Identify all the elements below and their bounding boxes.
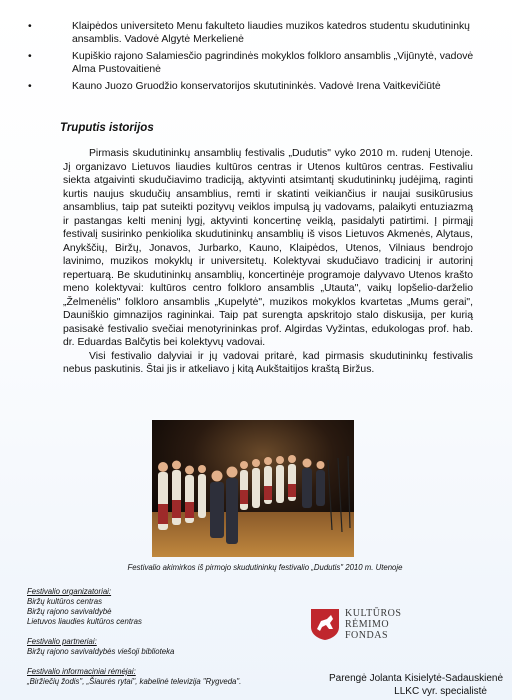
media-sponsors-heading: Festivalio informaciniai rėmėjai: — [27, 667, 136, 676]
logo-word: RĖMIMO — [345, 619, 390, 630]
list-item — [28, 80, 478, 93]
bullet-icon: • — [28, 21, 32, 32]
photo-caption: Festivalio akimirkos iš pirmojo skudutininkų festivalio „Dudutis" 2010 m. Utenoje — [127, 563, 403, 572]
partner-item: Biržų rajono savivaldybės viešoji biblioteka — [27, 647, 175, 656]
organizer-item: Lietuvos liaudies kultūros centras — [27, 617, 142, 626]
list-item-text: Kauno Juozo Gruodžio konservatorijos skututininkės. Vadovė Irena Vaitkevičiūtė — [72, 80, 441, 92]
kulturos-remimo-fondas-logo — [309, 603, 409, 643]
paragraph: Visi festivalio dalyviai ir jų vadovai pritarė, kad pirmasis skudutininkų festivalis nebus paskutinis. Štai jis ir atkeliavo į kitą Aukštaitijos kraštą Biržus. — [63, 350, 473, 375]
stage-photo-illustration — [152, 420, 354, 557]
organizer-item: Biržų kultūros centras — [27, 597, 102, 606]
list-item-text: Kupiškio rajono Salamiesčio pagrindinės mokyklos folkloro ansamblis „Vijūnytė, vadovė Alma Pustovaitienė — [72, 50, 474, 76]
paragraph: Pirmasis skudutininkų ansamblių festivalis „Dudutis" vyko 2010 m. rudenį Utenoje. Jį organizavo Lietuvos liaudies kultūros centras ir Utenos kultūros centras. Festivaliu siekta atgaivinti skudučiavimo tradiciją, aktyvinti atsimtantį skudutininkų judėjimą, raginti kurtis naujus skudučių ansamblius, remti ir skatinti veikiančius ir naujai susikūrusius ansamblius, taip pat suteikti pozityvų veiklos impulsą jų vadovams, palaikyti entuziazmą ir pastangas kelti meninį lygį, aktyvinti koncertinę veiklą, pasidalyti patirtimi. Į pirmąjį festivalį susirinko penkiolika skudutininkų ansamblių iš visos Lietuvos Akmenės, Alytaus, Anykščių, Biržų, Jonavos, Jurbarko, Kauno, Klaipėdos, Utenos, Vilniaus bendrojo lavinimo, muzikos mokyklų ir universitetų. Kolektyvai skudučiavo tradicinį ir autorinį repertuarą. Be skudutininkų ansamblių, koncertinėje programoje dalyvavo Utenos krašto meno kolektyvai: kultūros centro folkloro ansamblis „Utauta", vaikų lopšelio-darželio „Želmenėlis" folkloro ansamblis „Kupelytė", muzikos mokyklos kvartetas „Mums gerai", Dauniškio gimnazijos ragininkai. Taip pat surengta apskritojo stalo diskusija, per kurią pasisakė festivalio svečiai menotyrininkas prof. Algirdas Vyžintas, edukologas prof. hab. dr. Eduardas Balčytis bei kolektyvų vadovai. — [63, 148, 473, 348]
vytis-emblem-icon — [309, 607, 341, 641]
participant-list — [28, 20, 478, 96]
author-credit: Parengė Jolanta Kisielytė-Sadauskienė — [329, 673, 503, 684]
organizer-item: Biržų rajono savivaldybė — [27, 607, 112, 616]
author-role: LLKC vyr. specialistė — [394, 686, 487, 697]
organizers-heading: Festivalio organizatoriai: — [27, 587, 112, 596]
festival-credits — [27, 587, 277, 687]
media-sponsors: „Biržiečių žodis", „Šiaurės rytai", kabelinė televizija "Rygveda". — [27, 677, 242, 686]
list-item — [28, 20, 478, 47]
list-item-text: Klaipėdos universiteto Menu fakulteto liaudies muzikos katedros studentu skudutininkų ansamblis. Vadovė Algytė Merkelienė — [72, 21, 470, 46]
logo-word: FONDAS — [345, 630, 389, 641]
bullet-icon: • — [28, 50, 32, 62]
bullet-icon: • — [28, 80, 32, 92]
logo-word: KULTŪROS — [345, 608, 402, 619]
article-body — [63, 147, 473, 377]
section-title: Truputis istorijos — [60, 122, 154, 134]
festival-photo — [152, 420, 354, 557]
partners-heading: Festivalio partneriai: — [27, 637, 97, 646]
list-item — [28, 50, 478, 77]
